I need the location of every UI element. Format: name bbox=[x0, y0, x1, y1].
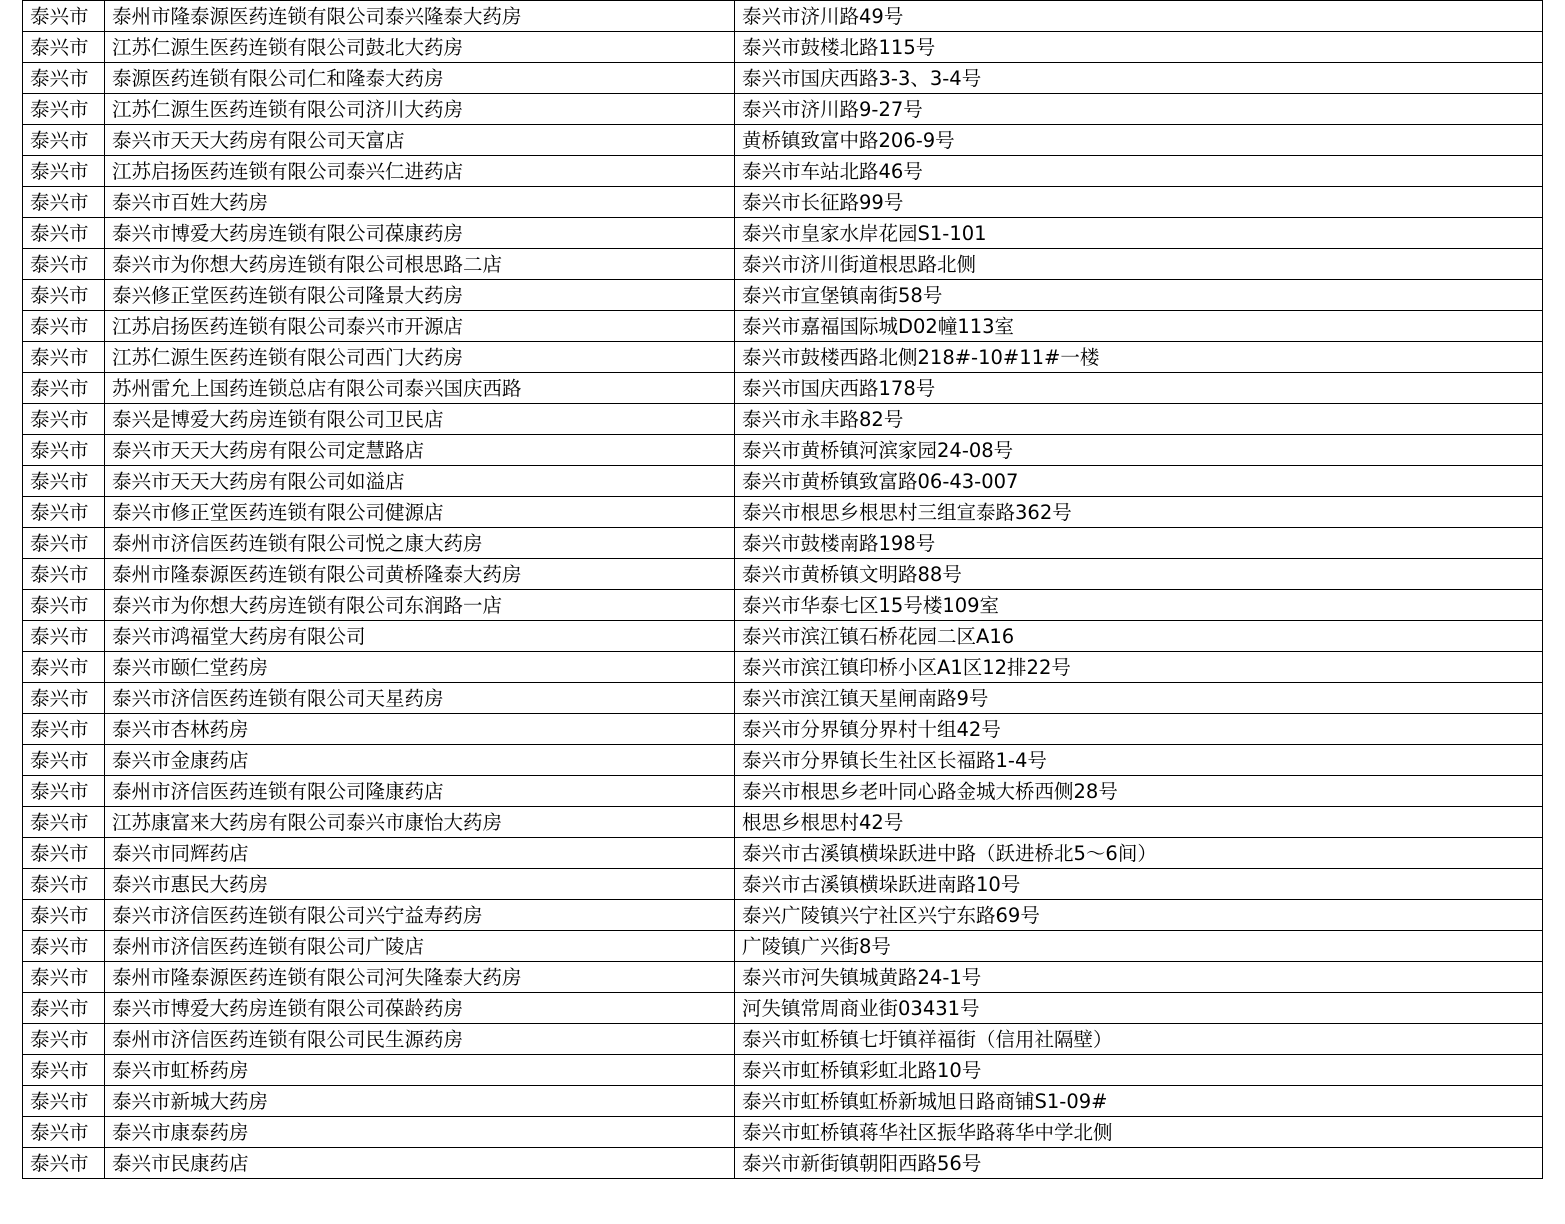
cell-pharmacy-name: 泰州市济信医药连锁有限公司悦之康大药房 bbox=[105, 528, 735, 559]
cell-address: 根思乡根思村42号 bbox=[735, 807, 1543, 838]
cell-pharmacy-name: 泰州市隆泰源医药连锁有限公司泰兴隆泰大药房 bbox=[105, 1, 735, 32]
cell-pharmacy-name: 泰兴市惠民大药房 bbox=[105, 869, 735, 900]
pharmacy-list-table bbox=[22, 0, 1543, 1179]
cell-address: 泰兴市济川街道根思路北侧 bbox=[735, 249, 1543, 280]
table-row bbox=[23, 125, 1543, 156]
cell-city: 泰兴市 bbox=[23, 1086, 105, 1117]
table-row bbox=[23, 373, 1543, 404]
cell-city: 泰兴市 bbox=[23, 900, 105, 931]
cell-pharmacy-name: 泰兴市颐仁堂药房 bbox=[105, 652, 735, 683]
table-row bbox=[23, 621, 1543, 652]
cell-pharmacy-name: 江苏仁源生医药连锁有限公司济川大药房 bbox=[105, 94, 735, 125]
cell-city: 泰兴市 bbox=[23, 931, 105, 962]
cell-pharmacy-name: 泰兴市金康药店 bbox=[105, 745, 735, 776]
cell-address: 泰兴市分界镇长生社区长福路1-4号 bbox=[735, 745, 1543, 776]
cell-pharmacy-name: 泰兴市天天大药房有限公司定慧路店 bbox=[105, 435, 735, 466]
cell-address: 泰兴市根思乡根思村三组宣泰路362号 bbox=[735, 497, 1543, 528]
cell-address: 泰兴市车站北路46号 bbox=[735, 156, 1543, 187]
table-row bbox=[23, 528, 1543, 559]
table-row bbox=[23, 683, 1543, 714]
cell-city: 泰兴市 bbox=[23, 528, 105, 559]
table-row bbox=[23, 404, 1543, 435]
cell-pharmacy-name: 泰兴市博爱大药房连锁有限公司葆康药房 bbox=[105, 218, 735, 249]
cell-city: 泰兴市 bbox=[23, 342, 105, 373]
table-body bbox=[23, 1, 1543, 1179]
cell-city: 泰兴市 bbox=[23, 187, 105, 218]
cell-city: 泰兴市 bbox=[23, 559, 105, 590]
cell-address: 泰兴市国庆西路3-3、3-4号 bbox=[735, 63, 1543, 94]
cell-address: 泰兴市华泰七区15号楼109室 bbox=[735, 590, 1543, 621]
cell-city: 泰兴市 bbox=[23, 683, 105, 714]
table-row bbox=[23, 435, 1543, 466]
table-row bbox=[23, 714, 1543, 745]
cell-address: 黄桥镇致富中路206-9号 bbox=[735, 125, 1543, 156]
table-row bbox=[23, 900, 1543, 931]
cell-address: 泰兴市河失镇城黄路24-1号 bbox=[735, 962, 1543, 993]
cell-address: 泰兴市滨江镇印桥小区A1区12排22号 bbox=[735, 652, 1543, 683]
cell-city: 泰兴市 bbox=[23, 404, 105, 435]
table-row bbox=[23, 652, 1543, 683]
table-row bbox=[23, 807, 1543, 838]
cell-city: 泰兴市 bbox=[23, 962, 105, 993]
cell-address: 泰兴市长征路99号 bbox=[735, 187, 1543, 218]
cell-pharmacy-name: 泰州市隆泰源医药连锁有限公司黄桥隆泰大药房 bbox=[105, 559, 735, 590]
cell-address: 泰兴市嘉福国际城D02幢113室 bbox=[735, 311, 1543, 342]
table-row bbox=[23, 962, 1543, 993]
table-row bbox=[23, 776, 1543, 807]
cell-address: 泰兴市国庆西路178号 bbox=[735, 373, 1543, 404]
table-row bbox=[23, 1148, 1543, 1179]
cell-address: 泰兴市黄桥镇文明路88号 bbox=[735, 559, 1543, 590]
cell-pharmacy-name: 苏州雷允上国药连锁总店有限公司泰兴国庆西路 bbox=[105, 373, 735, 404]
cell-pharmacy-name: 江苏启扬医药连锁有限公司泰兴仁进药店 bbox=[105, 156, 735, 187]
table-row bbox=[23, 497, 1543, 528]
table-row bbox=[23, 1, 1543, 32]
cell-pharmacy-name: 泰源医药连锁有限公司仁和隆泰大药房 bbox=[105, 63, 735, 94]
cell-city: 泰兴市 bbox=[23, 869, 105, 900]
cell-city: 泰兴市 bbox=[23, 590, 105, 621]
cell-pharmacy-name: 泰兴修正堂医药连锁有限公司隆景大药房 bbox=[105, 280, 735, 311]
cell-city: 泰兴市 bbox=[23, 745, 105, 776]
cell-pharmacy-name: 泰兴是博爱大药房连锁有限公司卫民店 bbox=[105, 404, 735, 435]
cell-city: 泰兴市 bbox=[23, 838, 105, 869]
cell-address: 泰兴市鼓楼南路198号 bbox=[735, 528, 1543, 559]
cell-address: 泰兴市分界镇分界村十组42号 bbox=[735, 714, 1543, 745]
cell-city: 泰兴市 bbox=[23, 280, 105, 311]
cell-pharmacy-name: 泰兴市同辉药店 bbox=[105, 838, 735, 869]
cell-address: 泰兴市黄桥镇致富路06-43-007 bbox=[735, 466, 1543, 497]
cell-address: 泰兴市虹桥镇蒋华社区振华路蒋华中学北侧 bbox=[735, 1117, 1543, 1148]
table-row bbox=[23, 559, 1543, 590]
table-row bbox=[23, 993, 1543, 1024]
cell-city: 泰兴市 bbox=[23, 1, 105, 32]
cell-pharmacy-name: 泰兴市为你想大药房连锁有限公司东润路一店 bbox=[105, 590, 735, 621]
cell-pharmacy-name: 江苏启扬医药连锁有限公司泰兴市开源店 bbox=[105, 311, 735, 342]
cell-city: 泰兴市 bbox=[23, 1024, 105, 1055]
cell-address: 泰兴市皇家水岸花园S1-101 bbox=[735, 218, 1543, 249]
table-row bbox=[23, 218, 1543, 249]
cell-address: 泰兴市鼓楼北路115号 bbox=[735, 32, 1543, 63]
cell-city: 泰兴市 bbox=[23, 714, 105, 745]
cell-address: 广陵镇广兴街8号 bbox=[735, 931, 1543, 962]
cell-pharmacy-name: 泰州市济信医药连锁有限公司民生源药房 bbox=[105, 1024, 735, 1055]
cell-pharmacy-name: 泰兴市杏林药房 bbox=[105, 714, 735, 745]
cell-pharmacy-name: 泰兴市民康药店 bbox=[105, 1148, 735, 1179]
cell-pharmacy-name: 泰兴市百姓大药房 bbox=[105, 187, 735, 218]
cell-address: 泰兴市济川路9-27号 bbox=[735, 94, 1543, 125]
cell-city: 泰兴市 bbox=[23, 32, 105, 63]
cell-city: 泰兴市 bbox=[23, 63, 105, 94]
cell-address: 泰兴市虹桥镇虹桥新城旭日路商铺S1-09# bbox=[735, 1086, 1543, 1117]
cell-city: 泰兴市 bbox=[23, 497, 105, 528]
cell-pharmacy-name: 泰兴市济信医药连锁有限公司兴宁益寿药房 bbox=[105, 900, 735, 931]
cell-pharmacy-name: 泰兴市济信医药连锁有限公司天星药房 bbox=[105, 683, 735, 714]
cell-pharmacy-name: 泰兴市康泰药房 bbox=[105, 1117, 735, 1148]
table-row bbox=[23, 466, 1543, 497]
cell-pharmacy-name: 泰州市隆泰源医药连锁有限公司河失隆泰大药房 bbox=[105, 962, 735, 993]
cell-address: 泰兴市宣堡镇南街58号 bbox=[735, 280, 1543, 311]
table-row bbox=[23, 869, 1543, 900]
cell-address: 泰兴市滨江镇石桥花园二区A16 bbox=[735, 621, 1543, 652]
table-row bbox=[23, 745, 1543, 776]
cell-city: 泰兴市 bbox=[23, 218, 105, 249]
cell-pharmacy-name: 江苏康富来大药房有限公司泰兴市康怡大药房 bbox=[105, 807, 735, 838]
cell-city: 泰兴市 bbox=[23, 435, 105, 466]
cell-address: 泰兴市虹桥镇七圩镇祥福街（信用社隔壁） bbox=[735, 1024, 1543, 1055]
cell-address: 泰兴市古溪镇横垛跃进南路10号 bbox=[735, 869, 1543, 900]
table-row bbox=[23, 311, 1543, 342]
table-row bbox=[23, 156, 1543, 187]
cell-city: 泰兴市 bbox=[23, 249, 105, 280]
cell-pharmacy-name: 泰州市济信医药连锁有限公司隆康药店 bbox=[105, 776, 735, 807]
table-row bbox=[23, 63, 1543, 94]
cell-pharmacy-name: 泰兴市为你想大药房连锁有限公司根思路二店 bbox=[105, 249, 735, 280]
cell-pharmacy-name: 泰州市济信医药连锁有限公司广陵店 bbox=[105, 931, 735, 962]
cell-city: 泰兴市 bbox=[23, 373, 105, 404]
cell-pharmacy-name: 泰兴市鸿福堂大药房有限公司 bbox=[105, 621, 735, 652]
table-row bbox=[23, 280, 1543, 311]
cell-address: 泰兴市鼓楼西路北侧218#-10#11#一楼 bbox=[735, 342, 1543, 373]
cell-city: 泰兴市 bbox=[23, 1055, 105, 1086]
cell-address: 泰兴市新街镇朝阳西路56号 bbox=[735, 1148, 1543, 1179]
table-row bbox=[23, 931, 1543, 962]
table-row bbox=[23, 1024, 1543, 1055]
cell-city: 泰兴市 bbox=[23, 466, 105, 497]
cell-address: 河失镇常周商业街03431号 bbox=[735, 993, 1543, 1024]
cell-address: 泰兴市根思乡老叶同心路金城大桥西侧28号 bbox=[735, 776, 1543, 807]
cell-city: 泰兴市 bbox=[23, 1117, 105, 1148]
cell-address: 泰兴市滨江镇天星闸南路9号 bbox=[735, 683, 1543, 714]
cell-pharmacy-name: 江苏仁源生医药连锁有限公司鼓北大药房 bbox=[105, 32, 735, 63]
cell-pharmacy-name: 江苏仁源生医药连锁有限公司西门大药房 bbox=[105, 342, 735, 373]
cell-address: 泰兴广陵镇兴宁社区兴宁东路69号 bbox=[735, 900, 1543, 931]
table-row bbox=[23, 249, 1543, 280]
cell-address: 泰兴市济川路49号 bbox=[735, 1, 1543, 32]
table-row bbox=[23, 1055, 1543, 1086]
table-row bbox=[23, 342, 1543, 373]
table-row bbox=[23, 187, 1543, 218]
table-row bbox=[23, 1117, 1543, 1148]
table-row bbox=[23, 1086, 1543, 1117]
cell-city: 泰兴市 bbox=[23, 311, 105, 342]
cell-pharmacy-name: 泰兴市天天大药房有限公司如溢店 bbox=[105, 466, 735, 497]
table-row bbox=[23, 838, 1543, 869]
cell-address: 泰兴市古溪镇横垛跃进中路（跃进桥北5～6间） bbox=[735, 838, 1543, 869]
cell-city: 泰兴市 bbox=[23, 125, 105, 156]
cell-pharmacy-name: 泰兴市新城大药房 bbox=[105, 1086, 735, 1117]
cell-city: 泰兴市 bbox=[23, 807, 105, 838]
cell-city: 泰兴市 bbox=[23, 776, 105, 807]
table-row bbox=[23, 32, 1543, 63]
cell-address: 泰兴市虹桥镇彩虹北路10号 bbox=[735, 1055, 1543, 1086]
table-row bbox=[23, 590, 1543, 621]
cell-address: 泰兴市黄桥镇河滨家园24-08号 bbox=[735, 435, 1543, 466]
cell-pharmacy-name: 泰兴市天天大药房有限公司天富店 bbox=[105, 125, 735, 156]
table-row bbox=[23, 94, 1543, 125]
cell-city: 泰兴市 bbox=[23, 1148, 105, 1179]
cell-city: 泰兴市 bbox=[23, 621, 105, 652]
cell-city: 泰兴市 bbox=[23, 993, 105, 1024]
cell-city: 泰兴市 bbox=[23, 94, 105, 125]
cell-pharmacy-name: 泰兴市虹桥药房 bbox=[105, 1055, 735, 1086]
cell-city: 泰兴市 bbox=[23, 156, 105, 187]
cell-pharmacy-name: 泰兴市修正堂医药连锁有限公司健源店 bbox=[105, 497, 735, 528]
cell-address: 泰兴市永丰路82号 bbox=[735, 404, 1543, 435]
cell-city: 泰兴市 bbox=[23, 652, 105, 683]
cell-pharmacy-name: 泰兴市博爱大药房连锁有限公司葆龄药房 bbox=[105, 993, 735, 1024]
